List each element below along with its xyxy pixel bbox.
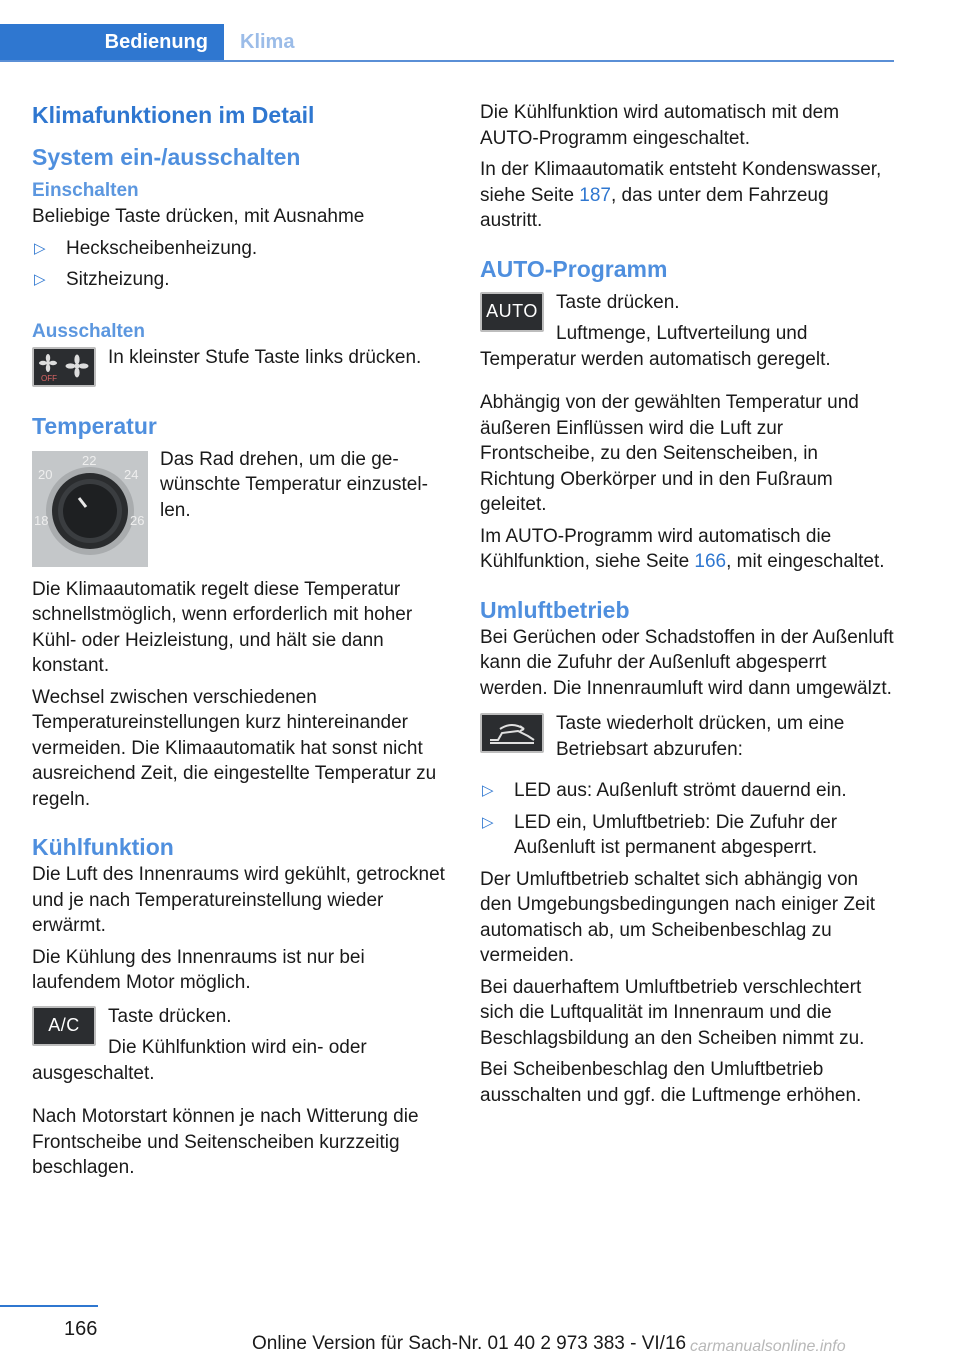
recirculation-car-icon: [484, 718, 540, 748]
heading-temperatur: Temperatur: [32, 412, 157, 439]
temperatur-row: [32, 447, 446, 573]
ausschalten-row: [32, 345, 446, 391]
text-kuehl3: Taste drücken.: [108, 1005, 232, 1027]
heading-auto-programm: AUTO-Programm: [480, 255, 668, 282]
chapter-tabbar: [0, 24, 894, 62]
ac-row: [32, 1004, 446, 1093]
tab-klima[interactable]: Klima: [240, 31, 295, 53]
section-title: Klimafunktionen im Detail: [32, 102, 315, 128]
svg-text:26: 26: [130, 512, 145, 528]
svg-text:OFF: OFF: [41, 373, 57, 383]
list-item: ▷ LED aus: Außenluft strömt dauernd ein.: [480, 778, 894, 804]
tab-bedienung[interactable]: Bedienung: [0, 24, 224, 60]
list-item: ▷ LED ein, Umluftbetrieb: Die Zufuhr der Außenluft ist permanent abgesperrt.: [482, 811, 838, 858]
temperature-dial-image: [32, 451, 148, 567]
heading-system: System ein-/ausschalten: [32, 144, 301, 170]
text-umluft4: Bei dauerhaftem Umluftbetrieb verschlechtert sich die Luftqualität im Innenraum und die Beschlagsbildung an den Scheiben nimmt zu.: [480, 976, 865, 1049]
recirculation-button-image: [480, 713, 544, 753]
svg-text:24: 24: [124, 466, 139, 482]
online-version-text: Online Version für Sach-Nr. 01 40 2 973 383 - VI/16: [252, 1333, 687, 1354]
text-temp1: Die Klimaautomatik regelt diese Temperatur schnellstmöglich, wenn erforderlich mit hoher Kühl- oder Heizleistung, und hält sie dann konstant.: [32, 578, 413, 676]
list-item: ▷ Sitzheizung.: [32, 267, 446, 293]
text-auto4: Im AUTO-Programm wird automatisch die Kühlfunktion, siehe Seite 166, mit eingeschaltet.: [480, 525, 885, 572]
triangle-bullet-icon: ▷: [482, 813, 494, 831]
ac-button-image: A/C: [32, 1006, 96, 1046]
heading-ausschalten: Ausschalten: [32, 320, 145, 342]
svg-text:22: 22: [82, 452, 97, 468]
text-kuehl1: Die Luft des Innenraums wird gekühlt, getrocknet und je nach Temperatureinstellung wieder erwärmt.: [32, 864, 445, 936]
triangle-bullet-icon: ▷: [482, 782, 494, 799]
footer-rule: [0, 1305, 98, 1307]
triangle-bullet-icon: ▷: [34, 271, 46, 288]
svg-text:20: 20: [38, 466, 53, 482]
text-auto2: Luftmenge, Luftverteilung und Temperatur werden automatisch geregelt.: [480, 323, 831, 370]
page-number: 166: [64, 1318, 98, 1340]
text-r1: Die Kühlfunktion wird automatisch mit dem AUTO-Programm eingeschaltet.: [480, 102, 840, 149]
list-item: ▷ Heckscheibenheizung.: [32, 236, 446, 262]
svg-text:18: 18: [34, 512, 49, 528]
left-column: [32, 100, 446, 1187]
auto-row: [480, 290, 894, 379]
text-ausschalten: In kleinster Stufe Taste links drücken.: [108, 346, 422, 368]
text-kuehl4: Die Kühlfunktion wird ein- oder ausgeschaltet.: [32, 1037, 367, 1084]
temperature-dial-icon: [32, 451, 148, 567]
heading-kuehlfunktion: Kühlfunktion: [32, 834, 174, 860]
text-umluft1: Bei Gerüchen oder Schadstoffen in der Außenluft kann die Zufuhr der Außenluft abgesperrt werden. Die Innenraumluft wird dann umgewälzt.: [480, 626, 894, 699]
fan-off-button-image: [32, 347, 96, 387]
triangle-bullet-icon: ▷: [34, 239, 46, 257]
right-column: [480, 100, 894, 1114]
text-r2: In der Klimaautomatik entsteht Kondenswasser, siehe Seite 187, das unter dem Fahrzeug austritt.: [480, 159, 882, 231]
text-umluft2: Taste wiederholt drücken, um eine Betriebsart abzurufen:: [556, 713, 845, 760]
text-auto1: Taste drücken.: [556, 291, 680, 313]
text-kuehl5: Nach Motorstart können je nach Witterung die Frontscheibe und Seitenscheiben kurzzeitig beschlagen.: [32, 1106, 419, 1178]
text-temp2: Wechsel zwischen verschiedenen Temperatureinstellungen kurz hintereinander vermeiden. Die Klimaautomatik hat sonst nicht ausreichend Zeit, die eingestellte Temperatur zu regeln.: [32, 686, 437, 810]
heading-einschalten: Einschalten: [32, 180, 139, 201]
auto-button-image: AUTO: [480, 292, 544, 332]
text-kuehl2: Die Kühlung des Innenraums ist nur bei laufendem Motor möglich.: [32, 946, 365, 993]
page-link-166[interactable]: 166: [694, 551, 727, 572]
heading-umluftbetrieb: Umluftbetrieb: [480, 596, 630, 623]
text-umluft5: Bei Scheibenbeschlag den Umluftbetrieb ausschalten und ggf. die Luftmenge erhöhen.: [480, 1059, 862, 1106]
text-auto3: Abhängig von der gewählten Temperatur und äußeren Einflüssen wird die Luft zur Frontscheibe, zu den Seitenscheiben, in Richtung Oberkörper und in den Fußraum geleitet.: [480, 392, 859, 515]
fan-icon: [34, 349, 94, 385]
text-umluft3: Der Umluftbetrieb schaltet sich abhängig von den Umgebungsbedingungen nach einiger Zeit automatisch ab, um Scheibenbeschlag zu vermeiden.: [480, 868, 876, 966]
page-link-187[interactable]: 187: [579, 184, 611, 206]
watermark-text: carmanualsonline.info: [690, 1338, 846, 1355]
text-temperatur: Das Rad drehen, um die gewünschte Temperatur einzustellen.: [160, 448, 428, 521]
text-einschalten: Beliebige Taste drücken, mit Ausnahme: [32, 206, 365, 227]
umluft-row: [480, 711, 894, 768]
